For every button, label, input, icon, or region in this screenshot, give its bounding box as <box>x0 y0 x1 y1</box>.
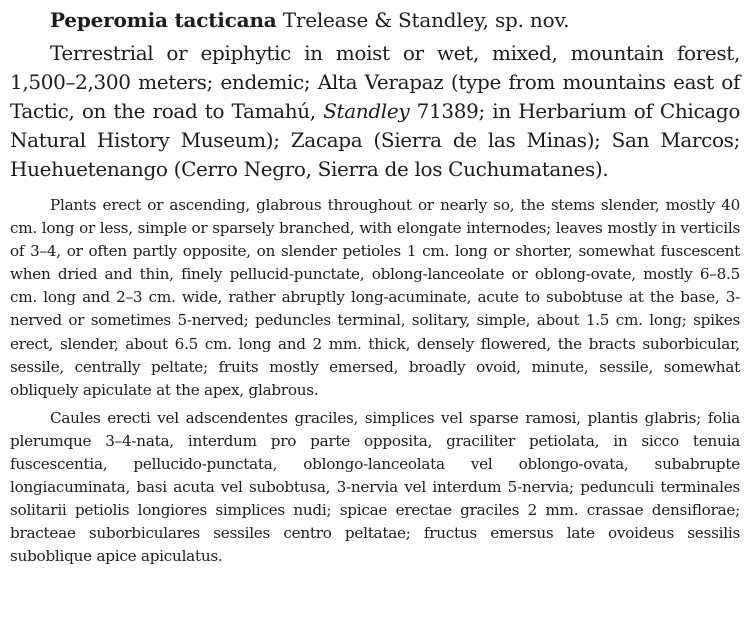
species-heading <box>50 5 740 35</box>
habitat-paragraph <box>10 39 740 184</box>
species-name: Peperomia tacticana <box>50 8 277 32</box>
latin-description: Caules erecti vel adscendentes graciles, simplices vel sparse ramosi, plantis glabris; folia plerumque 3–4-nata, interdum pro parte opposita, graciliter petiolata, in sicco tenuia fuscescentia, pellucido-punctata, oblongo-lanceolata vel oblongo-ovata, subabrupte longiacuminata, basi acuta vel subobtusa, 3-nervia vel interdum 5-nervia; pedunculi terminales solitarii petiolis longiores simplices nudi; spicae erectae graciles 2 mm. crassae densiflorae; bracteae suborbiculares sessiles centro peltatae; fructus emersus late ovoideus sessilis suboblique apice apiculatus. <box>10 408 740 566</box>
habitat-text-after: 71389; in Herbarium of Chicago Natural History Museum); Zacapa (Sierra de las Minas); San Marcos; Huehuetenango (Cerro Negro, Sierra de los Cuchumatanes). <box>10 99 741 181</box>
english-description: Plants erect or ascending, glabrous throughout or nearly so, the stems slender, mostly 40 cm. long or less, simple or sparsely branched, with elongate internodes; leaves mostly in verticils of 3–4, or often partly opposite, on slender petioles 1 cm. long or shorter, somewhat fuscescent when dried and thin, finely pellucid-punctate, oblong-lanceolate or oblong-ovate, mostly 6–8.5 cm. long and 2–3 cm. wide, rather abruptly long-acuminate, acute to subobtuse at the base, 3-nerved or sometimes 5-nerved; peduncles terminal, solitary, simple, about 1.5 cm. long; spikes erect, slender, about 6.5 cm. long and 2 mm. thick, densely flowered, the bracts suborbicular, sessile, centrally peltate; fruits mostly emersed, broadly ovoid, minute, sessile, somewhat obliquely apiculate at the apex, glabrous. <box>10 196 740 399</box>
habitat-text-before: Terrestrial or epiphytic in moist or wet, mixed, mountain forest, 1,500–2,300 meters; endemic; Alta Verapaz (type from mountains east of Tactic, on the road to Tamahú, <box>10 41 740 123</box>
species-authority: Trelease & Standley, sp. nov. <box>276 8 570 32</box>
collector-name: Standley <box>323 99 410 123</box>
